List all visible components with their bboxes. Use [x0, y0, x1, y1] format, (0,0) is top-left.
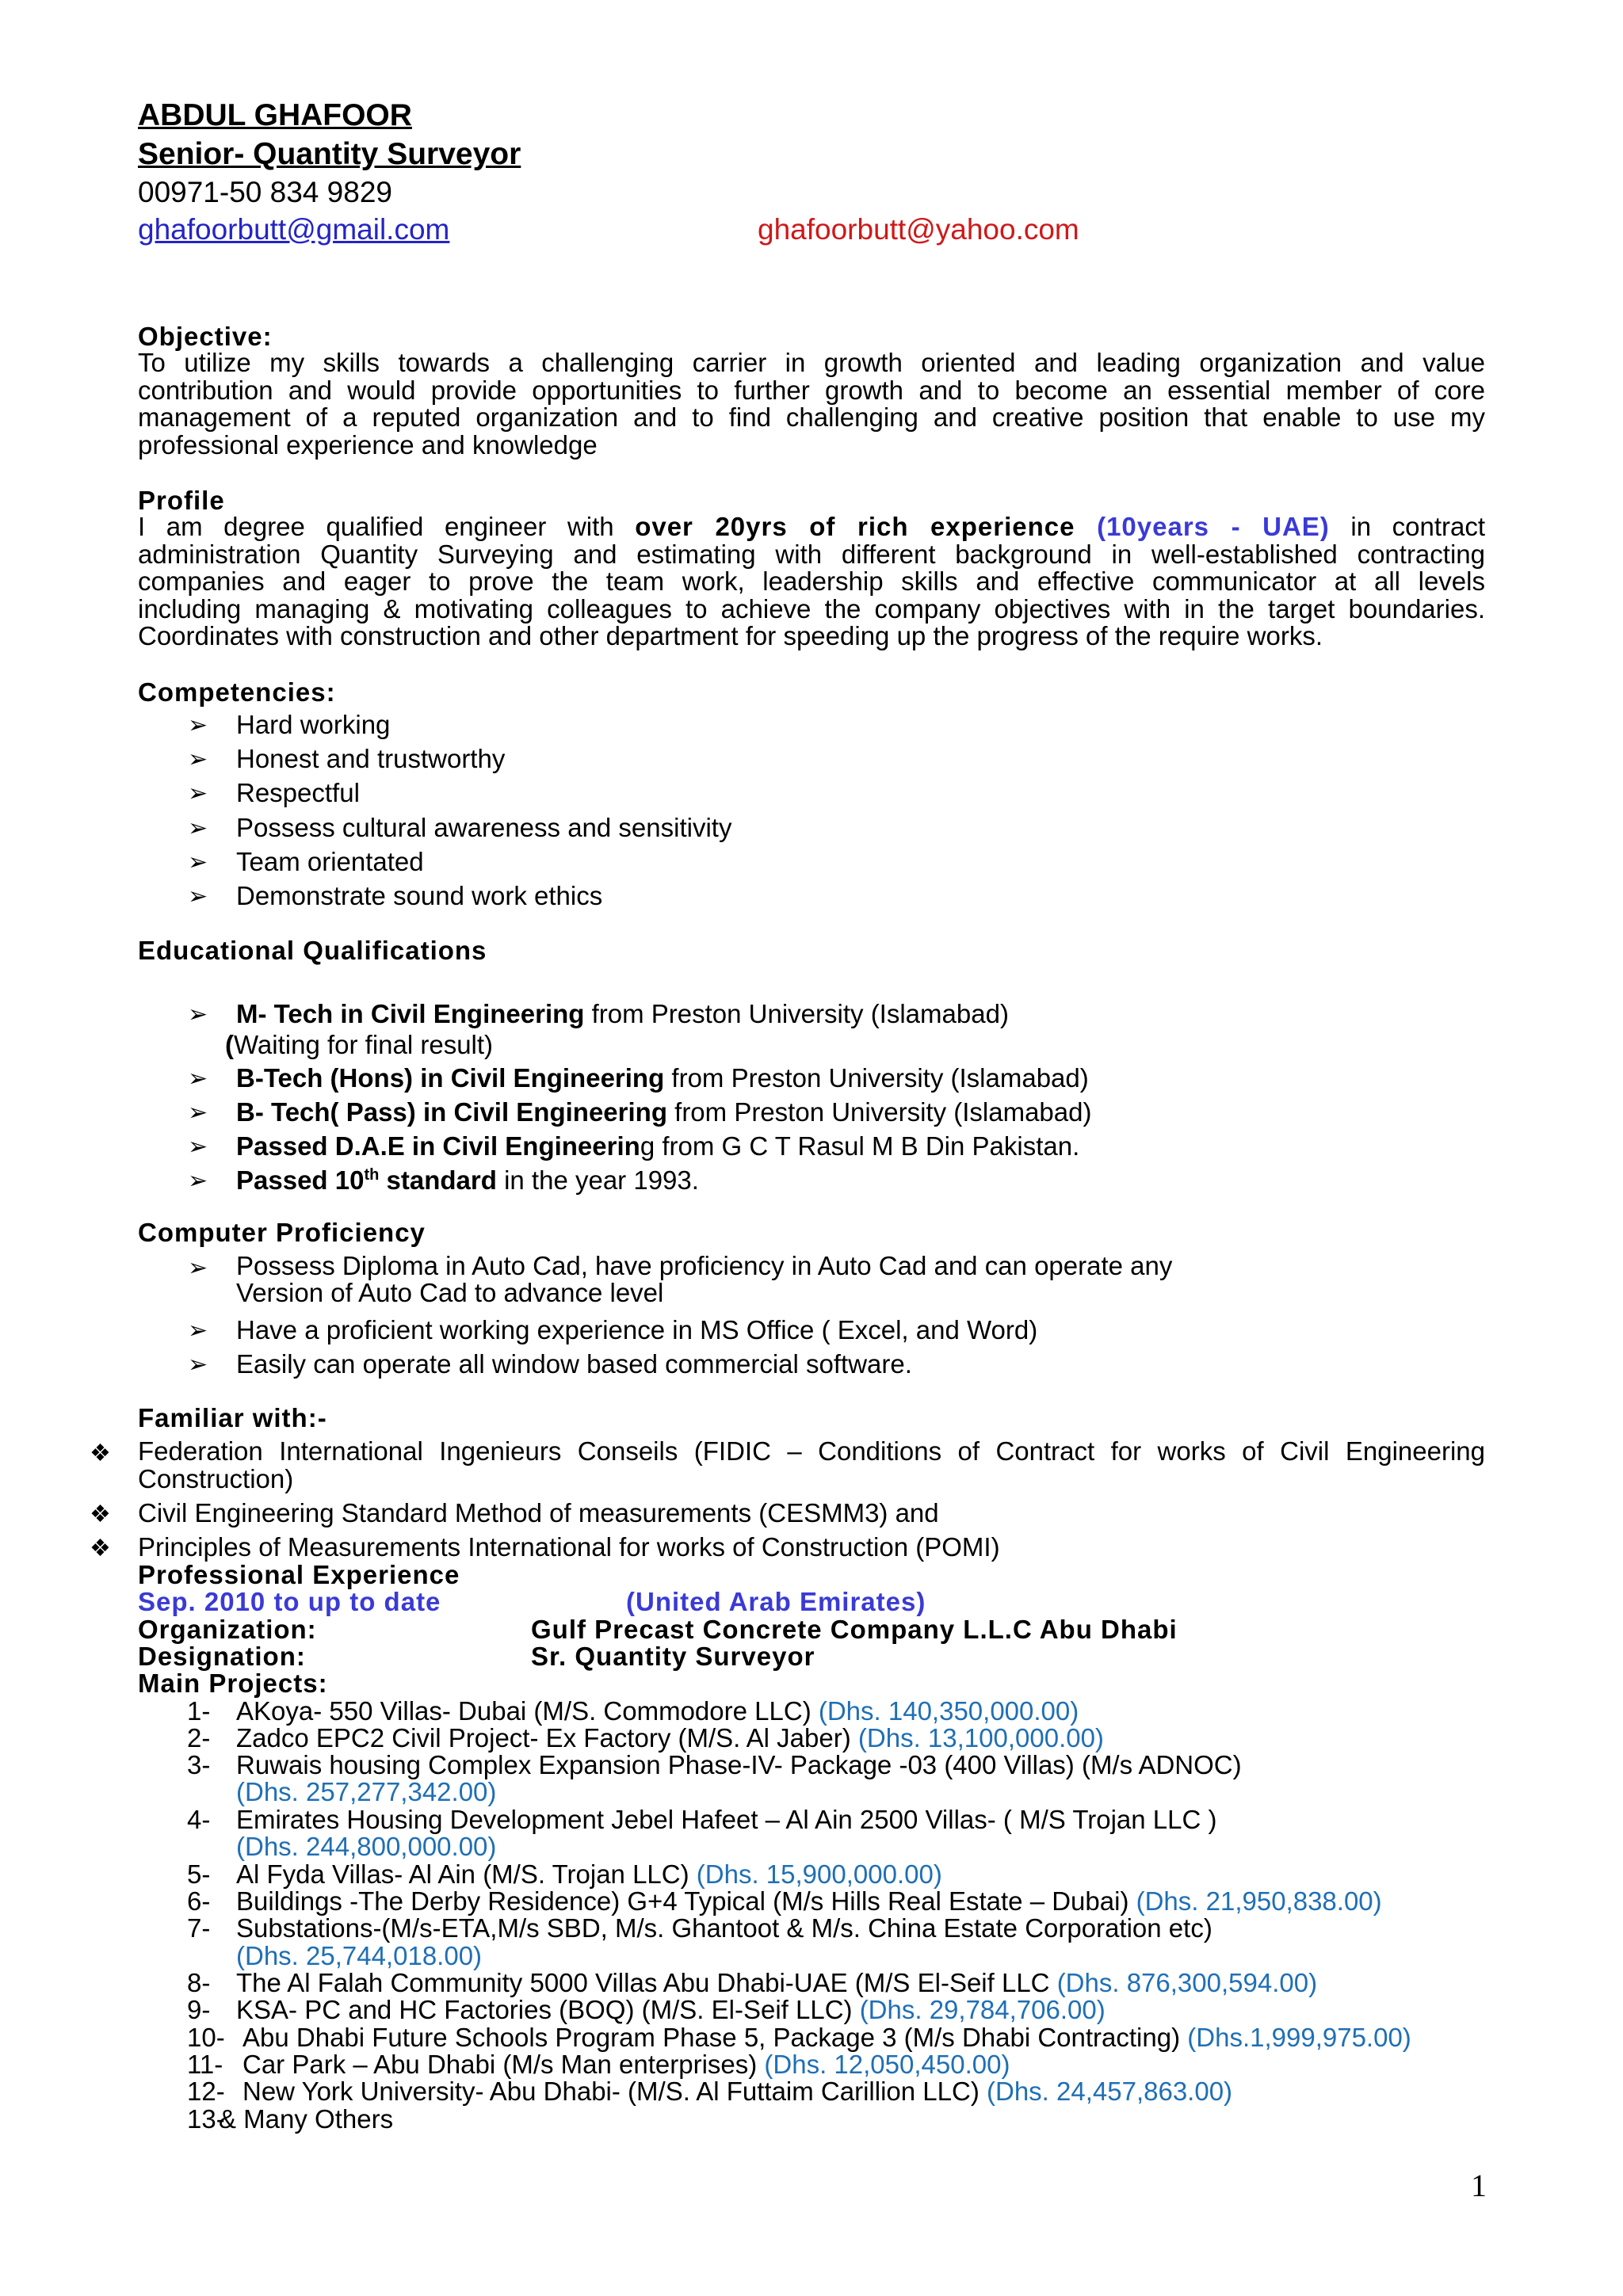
project-value: (Dhs. 140,350,000.00)	[818, 1696, 1079, 1726]
degree-name-end: standard	[379, 1165, 497, 1195]
objective-text	[138, 349, 1485, 459]
project-item	[236, 1913, 1212, 1943]
competency-item: Hard working	[236, 710, 391, 739]
four-diamond-bullet-icon: ❖	[90, 1501, 111, 1527]
education-item	[236, 1165, 699, 1196]
profile-line: including managing & motivating colleagues to achieve the company objectives with in the target boundaries.	[138, 593, 1485, 624]
arrow-bullet-icon: ➢	[188, 815, 208, 841]
familiar-item-line: Construction)	[138, 1463, 294, 1493]
profile-text	[138, 513, 1485, 650]
degree-institution: from Preston University (Islamabad)	[664, 1063, 1089, 1093]
project-text: & Many Others	[219, 2104, 394, 2134]
project-value: (Dhs. 24,457,863.00)	[987, 2077, 1233, 2106]
project-number: 3-	[187, 1750, 211, 1779]
arrow-bullet-icon: ➢	[188, 746, 208, 772]
education-item	[236, 1063, 1089, 1093]
objective-line: To utilize my skills towards a challenging carrier in growth oriented and leading organization and value	[138, 348, 1485, 377]
project-value: (Dhs. 876,300,594.00)	[1056, 1968, 1318, 1997]
project-number: 7-	[187, 1913, 211, 1943]
project-value: (Dhs. 244,800,000.00)	[236, 1832, 497, 1861]
computer-item: Easily can operate all window based commercial software.	[236, 1349, 912, 1379]
project-item	[236, 1859, 942, 1890]
project-number: 4-	[187, 1805, 211, 1834]
arrow-bullet-icon: ➢	[188, 849, 208, 875]
objective-line: professional experience and knowledge	[138, 429, 598, 460]
arrow-bullet-icon: ➢	[188, 1352, 208, 1378]
degree-name: Passed 10	[236, 1165, 365, 1195]
project-item	[242, 2077, 1232, 2107]
project-value: (Dhs. 257,277,342.00)	[236, 1777, 497, 1806]
arrow-bullet-icon: ➢	[188, 780, 208, 807]
project-text: Car Park – Abu Dhabi (M/s Man enterprises)	[242, 2050, 765, 2079]
project-item	[236, 1995, 1106, 2025]
education-item	[236, 1097, 1091, 1127]
project-number: 11-	[187, 2050, 223, 2079]
profile-line	[138, 513, 1485, 541]
organization-label: Organization:	[138, 1615, 317, 1644]
project-item	[236, 1968, 1317, 1998]
computer-item	[236, 1253, 1172, 1306]
degree-name: B- Tech( Pass) in Civil Engineering	[236, 1097, 667, 1127]
note-text: Waiting for final result)	[234, 1030, 494, 1059]
objective-heading: Objective:	[138, 322, 273, 351]
candidate-name: ABDUL GHAFOOR	[138, 98, 412, 132]
four-diamond-bullet-icon: ❖	[90, 1535, 111, 1562]
familiar-item: Principles of Measurements International for works of Construction (POMI)	[138, 1532, 1000, 1562]
degree-name: B-Tech (Hons) in Civil Engineering	[236, 1063, 665, 1093]
profile-heading: Profile	[138, 486, 225, 515]
computer-item-line: Possess Diploma in Auto Cad, have proficiency in Auto Cad and can operate any	[236, 1251, 1173, 1280]
project-text: New York University- Abu Dhabi- (M/S. Al Futtaim Carillion LLC)	[242, 2077, 987, 2106]
familiar-heading: Familiar with:-	[138, 1403, 327, 1432]
experience-country: (United Arab Emirates)	[626, 1587, 926, 1616]
project-text: Al Fyda Villas- Al Ain (M/S. Trojan LLC)	[236, 1859, 697, 1889]
education-item	[236, 1131, 1079, 1161]
objective-line: management of a reputed organization and to find challenging and creative position that enable to use my	[138, 402, 1485, 432]
yahoo-email: ghafoorbutt@yahoo.com	[758, 213, 1079, 246]
profile-uae-highlight: (10years - UAE)	[1075, 512, 1330, 541]
project-text: Ruwais housing Complex Expansion Phase-IV- Package -03 (400 Villas) (M/s ADNOC)	[236, 1750, 1242, 1779]
page-number: 1	[1471, 2168, 1487, 2203]
project-number: 12-	[187, 2077, 225, 2106]
superscript-th: th	[364, 1166, 380, 1184]
project-number: 10-	[187, 2023, 225, 2052]
degree-institution: g from G C T Rasul M B Din Pakistan.	[640, 1131, 1080, 1161]
arrow-bullet-icon: ➢	[188, 1066, 208, 1092]
degree-name: M- Tech in Civil Engineering	[236, 999, 585, 1028]
competencies-heading: Competencies:	[138, 677, 336, 707]
project-item	[242, 2023, 1411, 2053]
arrow-bullet-icon: ➢	[188, 883, 208, 910]
objective-line: contribution and would provide opportunities to further growth and to become an essential member of core	[138, 375, 1485, 405]
arrow-bullet-icon: ➢	[188, 1134, 208, 1160]
profile-line: administration Quantity Surveying and estimating with different background in well-established contracting	[138, 539, 1485, 569]
education-heading: Educational Qualifications	[138, 936, 487, 965]
computer-item-line: Version of Auto Cad to advance level	[236, 1278, 664, 1307]
computer-heading: Computer Proficiency	[138, 1218, 426, 1247]
project-text: Emirates Housing Development Jebel Hafeet – Al Ain 2500 Villas- ( M/S Trojan LLC )	[236, 1805, 1217, 1834]
competency-item: Demonstrate sound work ethics	[236, 881, 603, 910]
candidate-title: Senior- Quantity Surveyor	[138, 137, 521, 171]
education-item	[236, 999, 1009, 1029]
arrow-bullet-icon: ➢	[188, 1100, 208, 1126]
familiar-item	[138, 1438, 1485, 1493]
project-text: AKoya- 550 Villas- Dubai (M/S. Commodore LLC)	[236, 1696, 819, 1726]
profile-line: companies and eager to prove the team work, leadership skills and effective communicator at all levels	[138, 566, 1485, 596]
degree-year: in the year 1993.	[496, 1165, 699, 1195]
profile-experience-highlight: over 20yrs of rich experience	[635, 512, 1075, 541]
arrow-bullet-icon: ➢	[188, 1318, 208, 1344]
project-number: 13-	[187, 2104, 225, 2134]
education-note	[225, 1030, 493, 1060]
note-paren: (	[225, 1030, 234, 1059]
project-item	[236, 1723, 1104, 1753]
competency-item: Respectful	[236, 778, 360, 807]
project-value: (Dhs. 29,784,706.00)	[859, 1995, 1106, 2024]
experience-heading: Professional Experience	[138, 1560, 460, 1589]
project-item	[236, 1696, 1079, 1726]
project-value: (Dhs. 13,100,000.00)	[857, 1723, 1104, 1753]
familiar-item: Civil Engineering Standard Method of measurements (CESMM3) and	[138, 1498, 939, 1527]
designation-label: Designation:	[138, 1642, 306, 1671]
project-text: Abu Dhabi Future Schools Program Phase 5, Package 3 (M/s Dhabi Contracting)	[242, 2023, 1188, 2052]
project-item	[219, 2104, 393, 2134]
project-text: Zadco EPC2 Civil Project- Ex Factory (M/S. Al Jaber)	[236, 1723, 858, 1753]
project-value: (Dhs. 15,900,000.00)	[696, 1859, 942, 1889]
project-number: 8-	[187, 1968, 211, 1997]
phone-number: 00971-50 834 9829	[138, 176, 392, 208]
project-value: (Dhs. 21,950,838.00)	[1136, 1886, 1382, 1916]
project-text: The Al Falah Community 5000 Villas Abu Dhabi-UAE (M/S El-Seif LLC	[236, 1968, 1057, 1997]
arrow-bullet-icon: ➢	[188, 1168, 208, 1194]
project-item	[242, 2050, 1010, 2080]
familiar-item-line: Federation International Ingenieurs Conseils (FIDIC – Conditions of Contract for works of Civil Engineering	[138, 1436, 1485, 1466]
project-item	[236, 1886, 1382, 1917]
designation-value: Sr. Quantity Surveyor	[531, 1642, 815, 1671]
arrow-bullet-icon: ➢	[188, 712, 208, 738]
project-text: Buildings -The Derby Residence) G+4 Typical (M/s Hills Real Estate – Dubai)	[236, 1886, 1136, 1916]
profile-line: Coordinates with construction and other department for speeding up the progress of the require works.	[138, 621, 1323, 650]
project-text: KSA- PC and HC Factories (BOQ) (M/S. El-Seif LLC)	[236, 1995, 860, 2024]
project-value: (Dhs.1,999,975.00)	[1187, 2023, 1411, 2052]
degree-institution: from Preston University (Islamabad)	[666, 1097, 1092, 1127]
arrow-bullet-icon: ➢	[188, 1255, 208, 1281]
project-item	[236, 1805, 1217, 1835]
project-item	[236, 1750, 1242, 1780]
profile-intro-end: in contract	[1329, 512, 1486, 541]
computer-item: Have a proficient working experience in MS Office ( Excel, and Word)	[236, 1315, 1038, 1344]
arrow-bullet-icon: ➢	[188, 1001, 208, 1028]
four-diamond-bullet-icon: ❖	[90, 1440, 111, 1466]
projects-label: Main Projects:	[138, 1669, 328, 1698]
degree-name: Passed D.A.E in Civil Engineerin	[236, 1131, 640, 1161]
project-value: (Dhs. 25,744,018.00)	[236, 1941, 483, 1970]
project-text: Substations-(M/s-ETA,M/s SBD, M/s. Ghantoot & M/s. China Estate Corporation etc)	[236, 1913, 1212, 1943]
gmail-link[interactable]: ghafoorbutt@gmail.com	[138, 213, 450, 246]
project-number: 2-	[187, 1723, 211, 1753]
degree-institution: from Preston University (Islamabad)	[584, 999, 1009, 1028]
project-number: 1-	[187, 1696, 211, 1726]
project-value: (Dhs. 12,050,450.00)	[764, 2050, 1010, 2079]
experience-period: Sep. 2010 to up to date	[138, 1587, 441, 1616]
project-number: 5-	[187, 1859, 211, 1889]
competency-item: Team orientated	[236, 847, 424, 876]
organization-value: Gulf Precast Concrete Company L.L.C Abu Dhabi	[531, 1615, 1178, 1644]
profile-intro: I am degree qualified engineer with	[138, 512, 636, 541]
competency-item: Possess cultural awareness and sensitivity	[236, 813, 732, 842]
project-number: 6-	[187, 1886, 211, 1916]
competency-item: Honest and trustworthy	[236, 744, 506, 773]
project-number: 9-	[187, 1995, 211, 2024]
